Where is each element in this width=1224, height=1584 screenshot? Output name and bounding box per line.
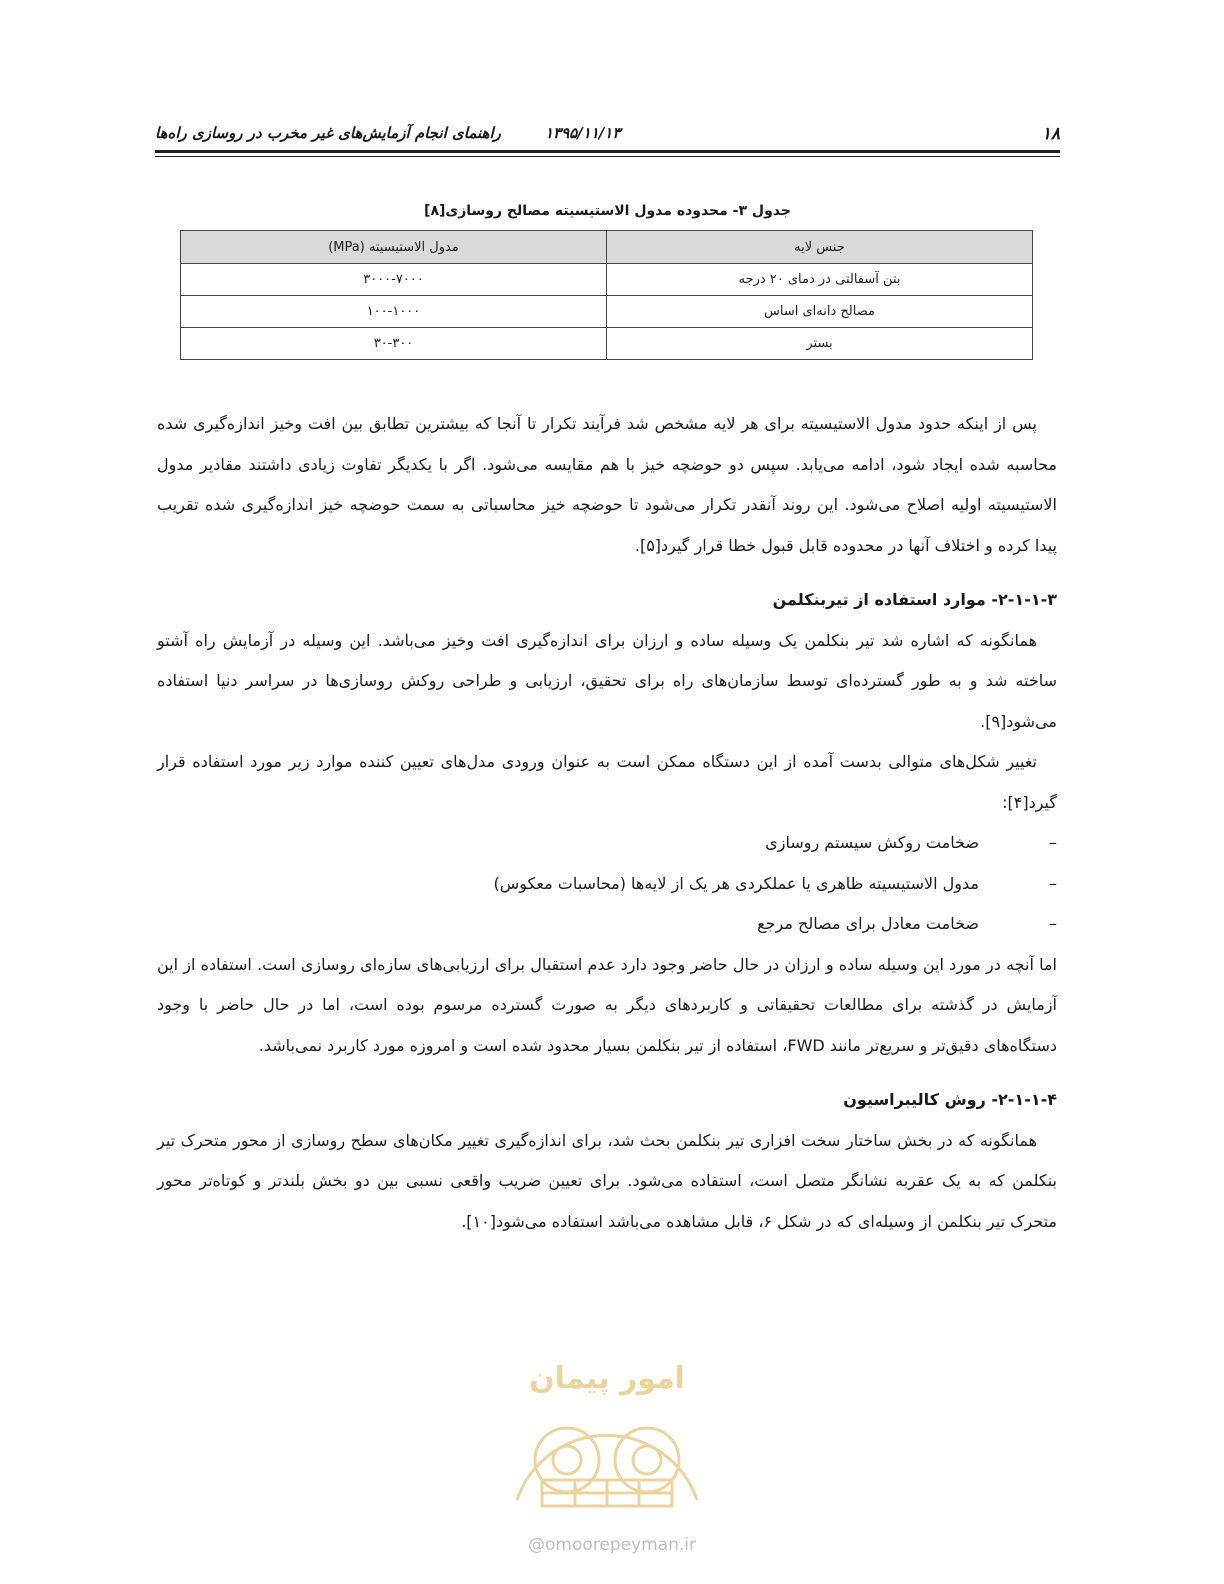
paragraph: همانگونه که اشاره شد تیر بنکلمن یک وسیله ساده و ارزان برای اندازه‌گیری افت وخیز می‌باشد. این وسیله در آزمایش راه آشتو ساخته شد و به طور گسترده‌ای توسط سازمان‌های راه برای تحقیق، ارزیابی و طراحی روکش روسازی‌ها در سراسر دنیا استفاده می‌شود[۹]. [157, 630, 1057, 731]
list-item-text: مدول الاستیسیته ظاهری یا عملکردی هر یک از لایه‌ها (محاسبات معکوس) [493, 873, 979, 893]
list-item [157, 864, 1017, 905]
table-cell: ۱۰۰-۱۰۰۰ [181, 296, 607, 328]
list-item [157, 904, 1017, 945]
watermark-arc [517, 1435, 697, 1500]
bullet-list [157, 823, 1057, 945]
list-item [157, 823, 1017, 864]
table-caption: جدول ۳- محدوده مدول الاستیسیته مصالح روسازی[۸] [424, 203, 791, 219]
table-cell: ۳۰-۳۰۰ [181, 328, 607, 360]
column-header: جنس لایه [607, 231, 1033, 264]
body-text [157, 404, 1057, 1242]
table-row [181, 328, 1033, 360]
table-row [181, 264, 1033, 296]
watermark-logo-text: امور پیمان [529, 1361, 685, 1396]
list-item-text: ضخامت معادل برای مصالح مرجع [757, 914, 979, 933]
gear-icon [535, 1428, 599, 1492]
page-number: ۱۸ [1041, 124, 1060, 144]
column-header: مدول الاستیسیته (MPa) [181, 231, 607, 264]
gear-icon [615, 1428, 679, 1492]
list-item-text: ضخامت روکش سیستم روسازی [765, 833, 979, 852]
table-row [181, 296, 1033, 328]
table-cell: بتن آسفالتی در دمای ۲۰ درجه [607, 264, 1033, 296]
table-cell: بستر [607, 328, 1033, 360]
modulus-table [180, 230, 1033, 360]
paragraph: پس از اینکه حدود مدول الاستیسیته برای هر لایه مشخص شد فرآیند تکرار تا آنجا که بیشترین تطابق بین افت وخیز اندازه‌گیری شده محاسبه شده ایجاد شود، ادامه می‌یابد. سپس دو حوضچه خیز با هم مقایسه می‌شود. اگر با یکدیگر تفاوت زیادی داشتند مقادیر مدول الاستیسیته اولیه اصلاح می‌شود. این روند آنقدر تکرار می‌شود تا حوضچه خیز محاسباتی به سمت حوضچه خیز اندازه‌گیری شده تقریب پیدا کرده و اختلاف آنها در محدوده قابل قبول خطا قرار گیرد[۵]. [157, 414, 1057, 555]
watermark-logo [487, 1330, 727, 1510]
section-heading: ۲-۱-۱-۴- روش کالیبراسیون [843, 1090, 1057, 1109]
paragraph: همانگونه که در بخش ساختار سخت افزاری تیر بنکلمن بحث شد، برای اندازه‌گیری تغییر مکان‌های سطح روسازی از محور متحرک تیر بنکلمن که به یک عقربه نشانگر متصل است، استفاده می‌شود. برای تعیین ضریب واقعی نسبی بین دو بخش بلندتر و کوتاه‌تر محور متحرک تیر بنکلمن از وسیله‌ای که در شکل ۶، قابل مشاهده می‌باشد استفاده می‌شود[۱۰]. [157, 1130, 1057, 1231]
page-header [155, 118, 1060, 148]
grid-icon [542, 1480, 672, 1506]
header-title: راهنمای انجام آزمایش‌های غیر مخرب در روسازی راه‌ها [155, 124, 501, 142]
table-cell: ۳۰۰۰-۷۰۰۰ [181, 264, 607, 296]
section-heading: ۲-۱-۱-۳- موارد استفاده از تیربنکلمن [772, 590, 1057, 609]
paragraph: تغییر شکل‌های متوالی بدست آمده از این دستگاه ممکن است به عنوان ورودی مدل‌های تعیین کننده موارد زیر مورد استفاده قرار گیرد[۴]: [157, 752, 1057, 812]
table-header-row [181, 231, 1033, 264]
header-date: ۱۳۹۵/۱۱/۱۳ [545, 124, 621, 142]
watermark-site: @omoorepeyman.ir [527, 1535, 697, 1555]
paragraph: اما آنچه در مورد این وسیله ساده و ارزان در حال حاضر وجود دارد عدم استقبال برای ارزیابی‌های سازه‌ای روسازی است. استفاده از این آزمایش در گذشته برای مطالعات تحقیقاتی و کاربردهای دیگر به صورت گسترده مرسوم بوده است، اما در حال حاضر با وجود دستگاه‌های دقیق‌تر و سریع‌تر مانند FWD، استفاده از تیر بنکلمن بسیار محدود شده است و امروزه مورد کاربرد نمی‌باشد. [157, 954, 1057, 1055]
header-rule-thin [155, 156, 1060, 157]
header-rule-thick [155, 150, 1060, 153]
table-cell: مصالح دانه‌ای اساس [607, 296, 1033, 328]
